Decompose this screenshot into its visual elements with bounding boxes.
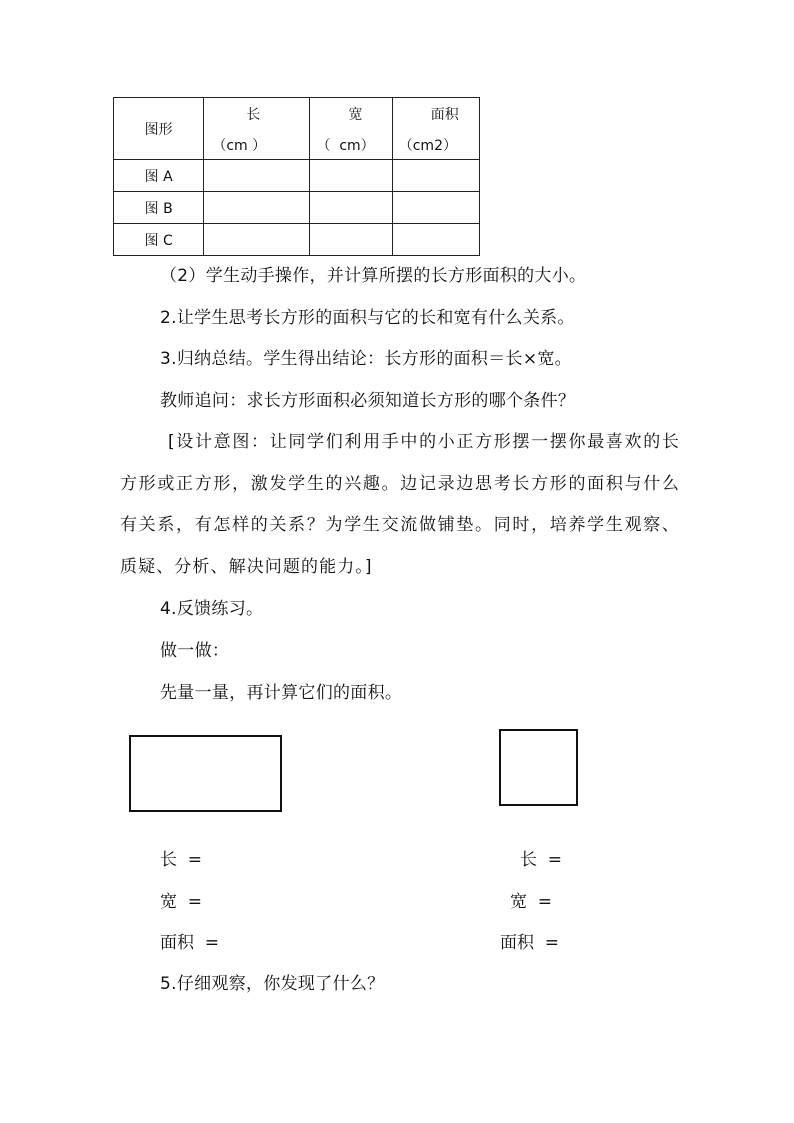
header-length-label: 长 (246, 107, 261, 123)
row-label: 图 A (114, 160, 204, 192)
row-label: 图 C (114, 224, 204, 256)
header-area (392, 98, 479, 160)
table-row (114, 224, 480, 256)
header-width (310, 98, 392, 160)
paragraph-try: 做一做： (160, 641, 230, 661)
cell-length (204, 192, 310, 224)
cell-area (392, 192, 479, 224)
measurement-table (113, 97, 480, 256)
header-width-unit: （ cm） (316, 138, 375, 154)
left-length-label: 长 = (160, 850, 203, 870)
header-shape-label: 图形 (144, 121, 173, 138)
paragraph-measure: 先量一量，再计算它们的面积。 (160, 683, 403, 703)
left-area-label: 面积 = (160, 933, 220, 953)
right-length-label: 长 = (520, 850, 563, 870)
cell-length (204, 224, 310, 256)
paragraph-feedback: 4.反馈练习。 (160, 599, 264, 619)
design-intent (120, 422, 680, 588)
row-label: 图 B (114, 192, 204, 224)
left-width-label: 宽 = (160, 892, 203, 912)
cell-width (310, 192, 392, 224)
cell-area (392, 160, 479, 192)
table-row (114, 160, 480, 192)
cell-length (204, 160, 310, 192)
header-length-unit: （cm ） (212, 138, 267, 154)
header-shape (114, 98, 204, 160)
rectangle-figure (129, 735, 282, 812)
header-length (204, 98, 310, 160)
cell-width (310, 160, 392, 192)
design-intent-text: [设计意图：让同学们利用手中的小正方形摆一摆你最喜欢的长方形或正方形，激发学生的兴趣。边记录边思考长方形的面积与什么有关系，有怎样的关系？为学生交流做铺垫。同时，培养学生观察、质疑、分析、解决问题的能力。] (120, 432, 680, 577)
right-area-label: 面积 = (500, 933, 560, 953)
header-area-unit: （cm2） (398, 138, 457, 154)
header-width-label: 宽 (348, 107, 363, 123)
paragraph-think: 2.让学生思考长方形的面积与它的长和宽有什么关系。 (160, 308, 575, 328)
table-header-row (114, 98, 480, 160)
header-area-label: 面积 (430, 107, 459, 123)
paragraph-observe: 5.仔细观察，你发现了什么？ (160, 974, 385, 994)
table-row (114, 192, 480, 224)
paragraph-summary: 3.归纳总结。学生得出结论：长方形的面积＝长×宽。 (160, 349, 572, 369)
paragraph-operation: （2）学生动手操作，并计算所摆的长方形面积的大小。 (160, 266, 587, 286)
right-width-label: 宽 = (510, 892, 553, 912)
cell-area (392, 224, 479, 256)
paragraph-teacher-question: 教师追问：求长方形面积必须知道长方形的哪个条件？ (160, 391, 576, 411)
cell-width (310, 224, 392, 256)
square-figure (499, 729, 578, 806)
